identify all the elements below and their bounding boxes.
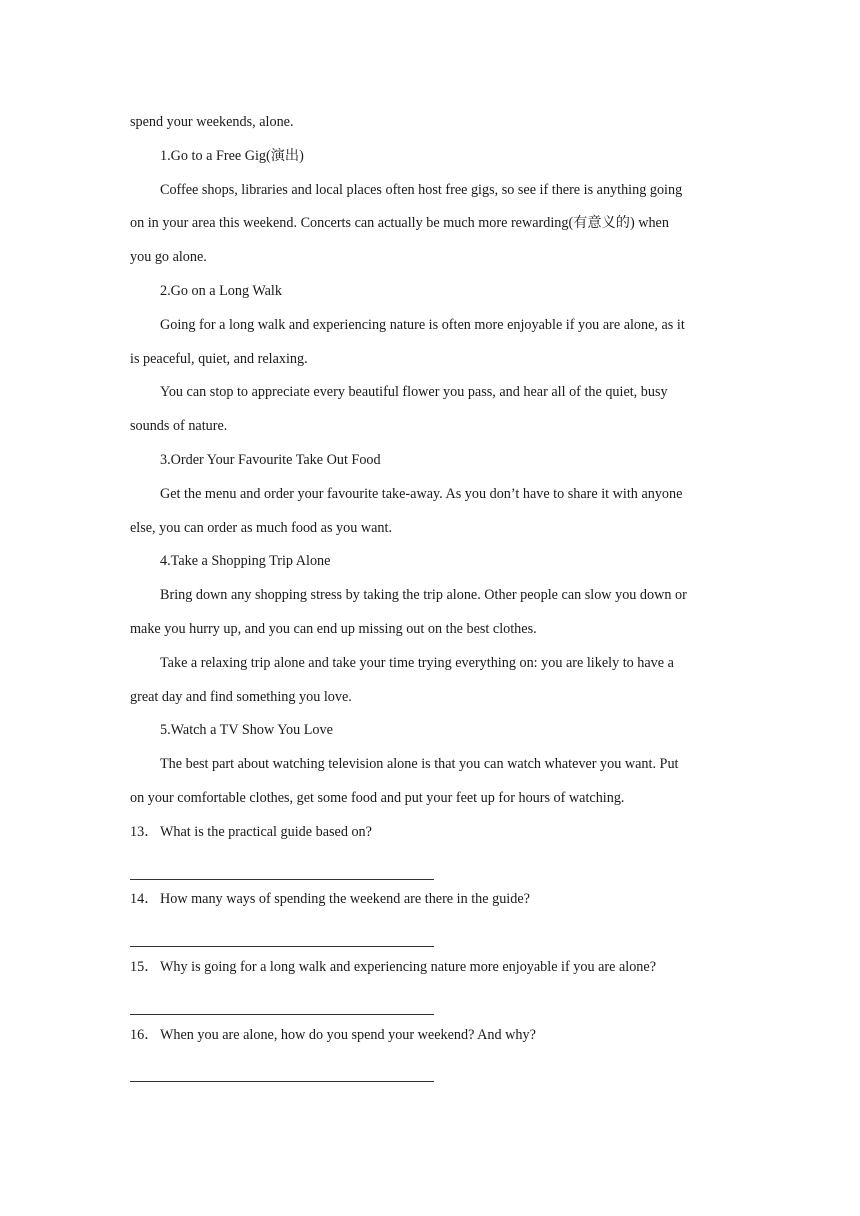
question-list	[130, 818, 730, 1088]
passage-line: Going for a long walk and experiencing nature is often more enjoyable if you are alone, as it	[160, 316, 685, 333]
answer-blank-16[interactable]	[130, 1054, 434, 1088]
question-number: 15．	[130, 958, 159, 975]
document-page	[130, 108, 730, 1088]
passage-line: on in your area this weekend. Concerts can actually be much more rewarding(有意义的) when	[130, 215, 669, 232]
passage-line: 5.Watch a TV Show You Love	[160, 722, 333, 739]
passage-line: you go alone.	[130, 249, 207, 266]
question-number: 16．	[130, 1026, 159, 1043]
answer-blank-15[interactable]	[130, 987, 434, 1021]
passage-line: Coffee shops, libraries and local places often host free gigs, so see if there is anything going	[160, 181, 683, 198]
question-14	[130, 885, 730, 919]
passage-line: spend your weekends, alone.	[130, 114, 294, 130]
passage-line: is peaceful, quiet, and relaxing.	[130, 350, 308, 367]
question-text: How many ways of spending the weekend are there in the guide?	[160, 891, 530, 908]
question-number: 13．	[130, 823, 159, 840]
passage-line: sounds of nature.	[130, 418, 228, 435]
question-16	[130, 1021, 730, 1055]
question-text: What is the practical guide based on?	[160, 823, 372, 840]
passage-line: You can stop to appreciate every beautiful flower you pass, and hear all of the quiet, busy	[160, 384, 668, 401]
passage-line: else, you can order as much food as you want.	[130, 519, 392, 536]
passage-line: Get the menu and order your favourite take-away. As you don’t have to share it with anyone	[160, 485, 683, 502]
question-13	[130, 818, 730, 852]
passage-line: make you hurry up, and you can end up missing out on the best clothes.	[130, 620, 537, 637]
passage-line: The best part about watching television alone is that you can watch whatever you want. Put	[160, 756, 679, 773]
passage-line: 4.Take a Shopping Trip Alone	[160, 553, 331, 570]
question-text: When you are alone, how do you spend your weekend? And why?	[160, 1026, 536, 1043]
question-text: Why is going for a long walk and experiencing nature more enjoyable if you are alone?	[160, 958, 656, 975]
passage-line: 2.Go on a Long Walk	[160, 282, 282, 299]
question-15	[130, 953, 730, 987]
question-number: 14．	[130, 891, 159, 908]
passage-line: 1.Go to a Free Gig(演出)	[160, 147, 304, 164]
answer-blank-13[interactable]	[130, 852, 434, 886]
passage-line: great day and find something you love.	[130, 688, 352, 705]
reading-passage	[130, 108, 730, 818]
passage-line: on your comfortable clothes, get some food and put your feet up for hours of watching.	[130, 789, 625, 806]
passage-line: 3.Order Your Favourite Take Out Food	[160, 451, 381, 468]
passage-line: Bring down any shopping stress by taking the trip alone. Other people can slow you down or	[160, 587, 687, 604]
passage-line: Take a relaxing trip alone and take your time trying everything on: you are likely to have a	[160, 654, 674, 671]
answer-blank-14[interactable]	[130, 919, 434, 953]
